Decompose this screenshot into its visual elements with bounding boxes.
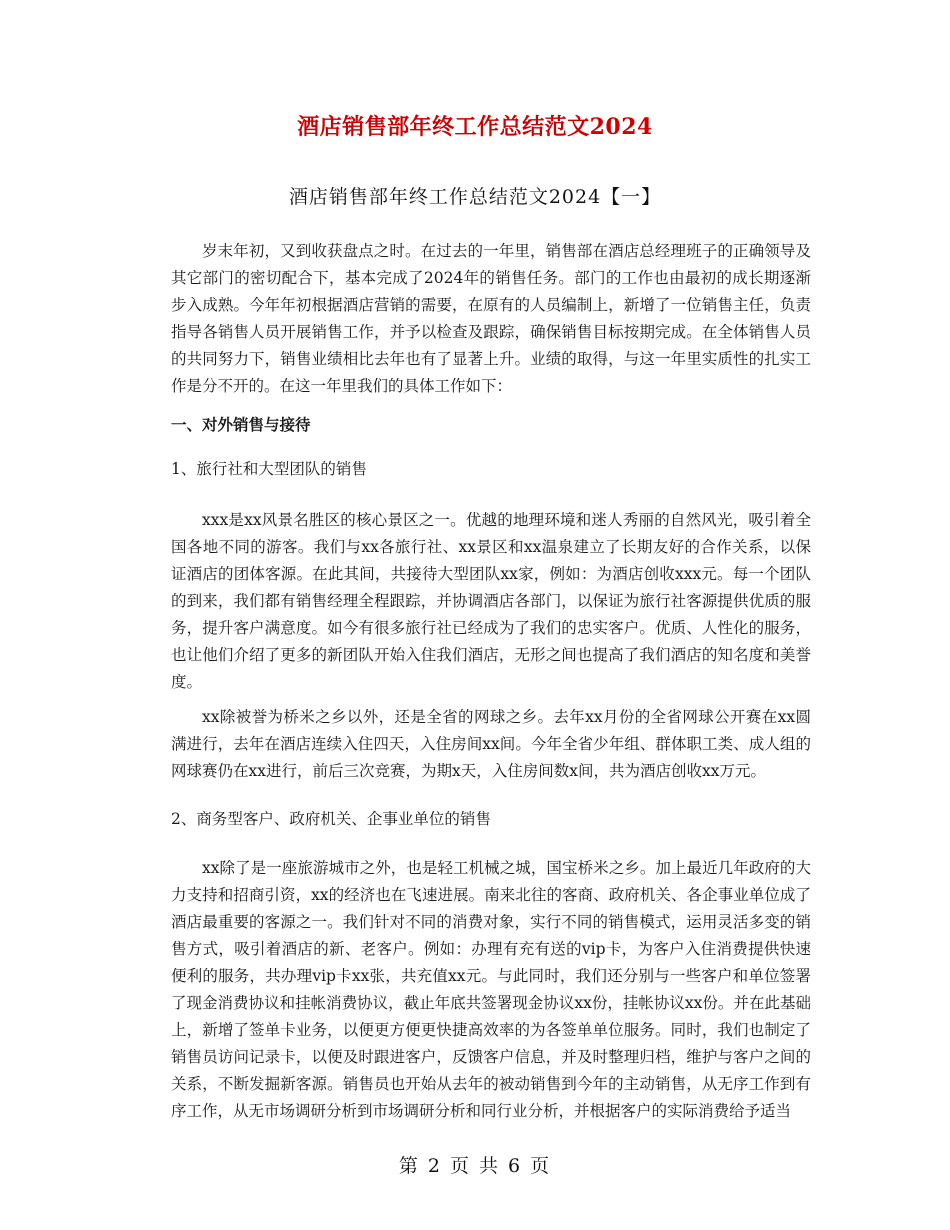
sub2-p1-block bbox=[171, 855, 811, 1133]
intro-block bbox=[171, 238, 811, 400]
subsection-heading: 1、旅行社和大型团队的销售 bbox=[171, 460, 367, 478]
section1-heading-block bbox=[171, 411, 811, 438]
intro-paragraph: 岁末年初，又到收获盘点之时。在过去的一年里，销售部在酒店总经理班子的正确领导及其它部门的密切配合下，基本完成了2024年的销售任务。部门的工作也由最初的成长期逐渐步入成熟。今年年初根据酒店营销的需要，在原有的人员编制上，新增了一位销售主任，负责指导各销售人员开展销售工作，并予以检查及跟踪，确保销售目标按期完成。在全体销售人员的共同努力下，销售业绩相比去年也有了显著上升。业绩的取得，与这一年里实质性的扎实工作是分不开的。在这一年里我们的具体工作如下： bbox=[171, 242, 811, 395]
body-paragraph: xx除了是一座旅游城市之外，也是轻工机械之城，国宝桥米之乡。加上最近几年政府的大力支持和招商引资，xx的经济也在飞速进展。南来北往的客商、政府机关、各企事业单位成了酒店最重要的客源之一。我们针对不同的消费对象，实行不同的销售模式，运用灵活多变的销售方式，吸引着酒店的新、老客户。例如：办理有充有送的vip卡，为客户入住消费提供快速便利的服务，共办理vip卡xx张，共充值xx元。与此同时，我们还分别与一些客户和单位签署了现金消费协议和挂帐消费协议，截止年底共签署现金协议xx份，挂帐协议xx份。并在此基础上，新增了签单卡业务，以便更方便更快捷高效率的为各签单单位服务。同时，我们也制定了销售员访问记录卡，以便及时跟进客户，反馈客户信息，并及时整理归档，维护与客户之间的关系，不断发掘新客源。销售员也开始从去年的被动销售到今年的主动销售，从无序工作到有序工作，从无市场调研分析到市场调研分析和同行业分析，并根据客户的实际消费给予适当 bbox=[171, 859, 811, 1120]
section-subtitle: 酒店销售部年终工作总结范文2024【一】 bbox=[288, 186, 662, 208]
sub2-heading-block bbox=[171, 806, 811, 833]
sub1-p2-block bbox=[171, 704, 811, 785]
subsection-heading: 2、商务型客户、政府机关、企事业单位的销售 bbox=[171, 810, 491, 828]
document-title: 酒店销售部年终工作总结范文2024 bbox=[297, 114, 653, 140]
page-footer: 第 2 页 共 6 页 bbox=[398, 1155, 552, 1177]
section-heading: 一、对外销售与接待 bbox=[171, 415, 311, 434]
sub1-p1-block bbox=[171, 507, 811, 696]
body-paragraph: xxx是xx风景名胜区的核心景区之一。优越的地理环境和迷人秀丽的自然风光，吸引着全国各地不同的游客。我们与xx各旅行社、xx景区和xx温泉建立了长期友好的合作关系，以保证酒店的团体客源。在此其间，共接待大型团队xx家，例如：为酒店创收xxx元。每一个团队的到来，我们都有销售经理全程跟踪，并协调酒店各部门，以保证为旅行社客源提供优质的服务，提升客户满意度。如今有很多旅行社已经成为了我们的忠实客户。优质、人性化的服务，也让他们介绍了更多的新团队开始入住我们酒店，无形之间也提高了我们酒店的知名度和美誉度。 bbox=[171, 511, 811, 691]
sub1-heading-block bbox=[171, 456, 811, 483]
body-paragraph: xx除被誉为桥米之乡以外，还是全省的网球之乡。去年xx月份的全省网球公开赛在xx圆满进行，去年在酒店连续入住四天，入住房间xx间。今年全省少年组、群体职工类、成人组的网球赛仍在xx进行，前后三次竞赛，为期x天，入住房间数x间，共为酒店创收xx万元。 bbox=[171, 708, 811, 780]
